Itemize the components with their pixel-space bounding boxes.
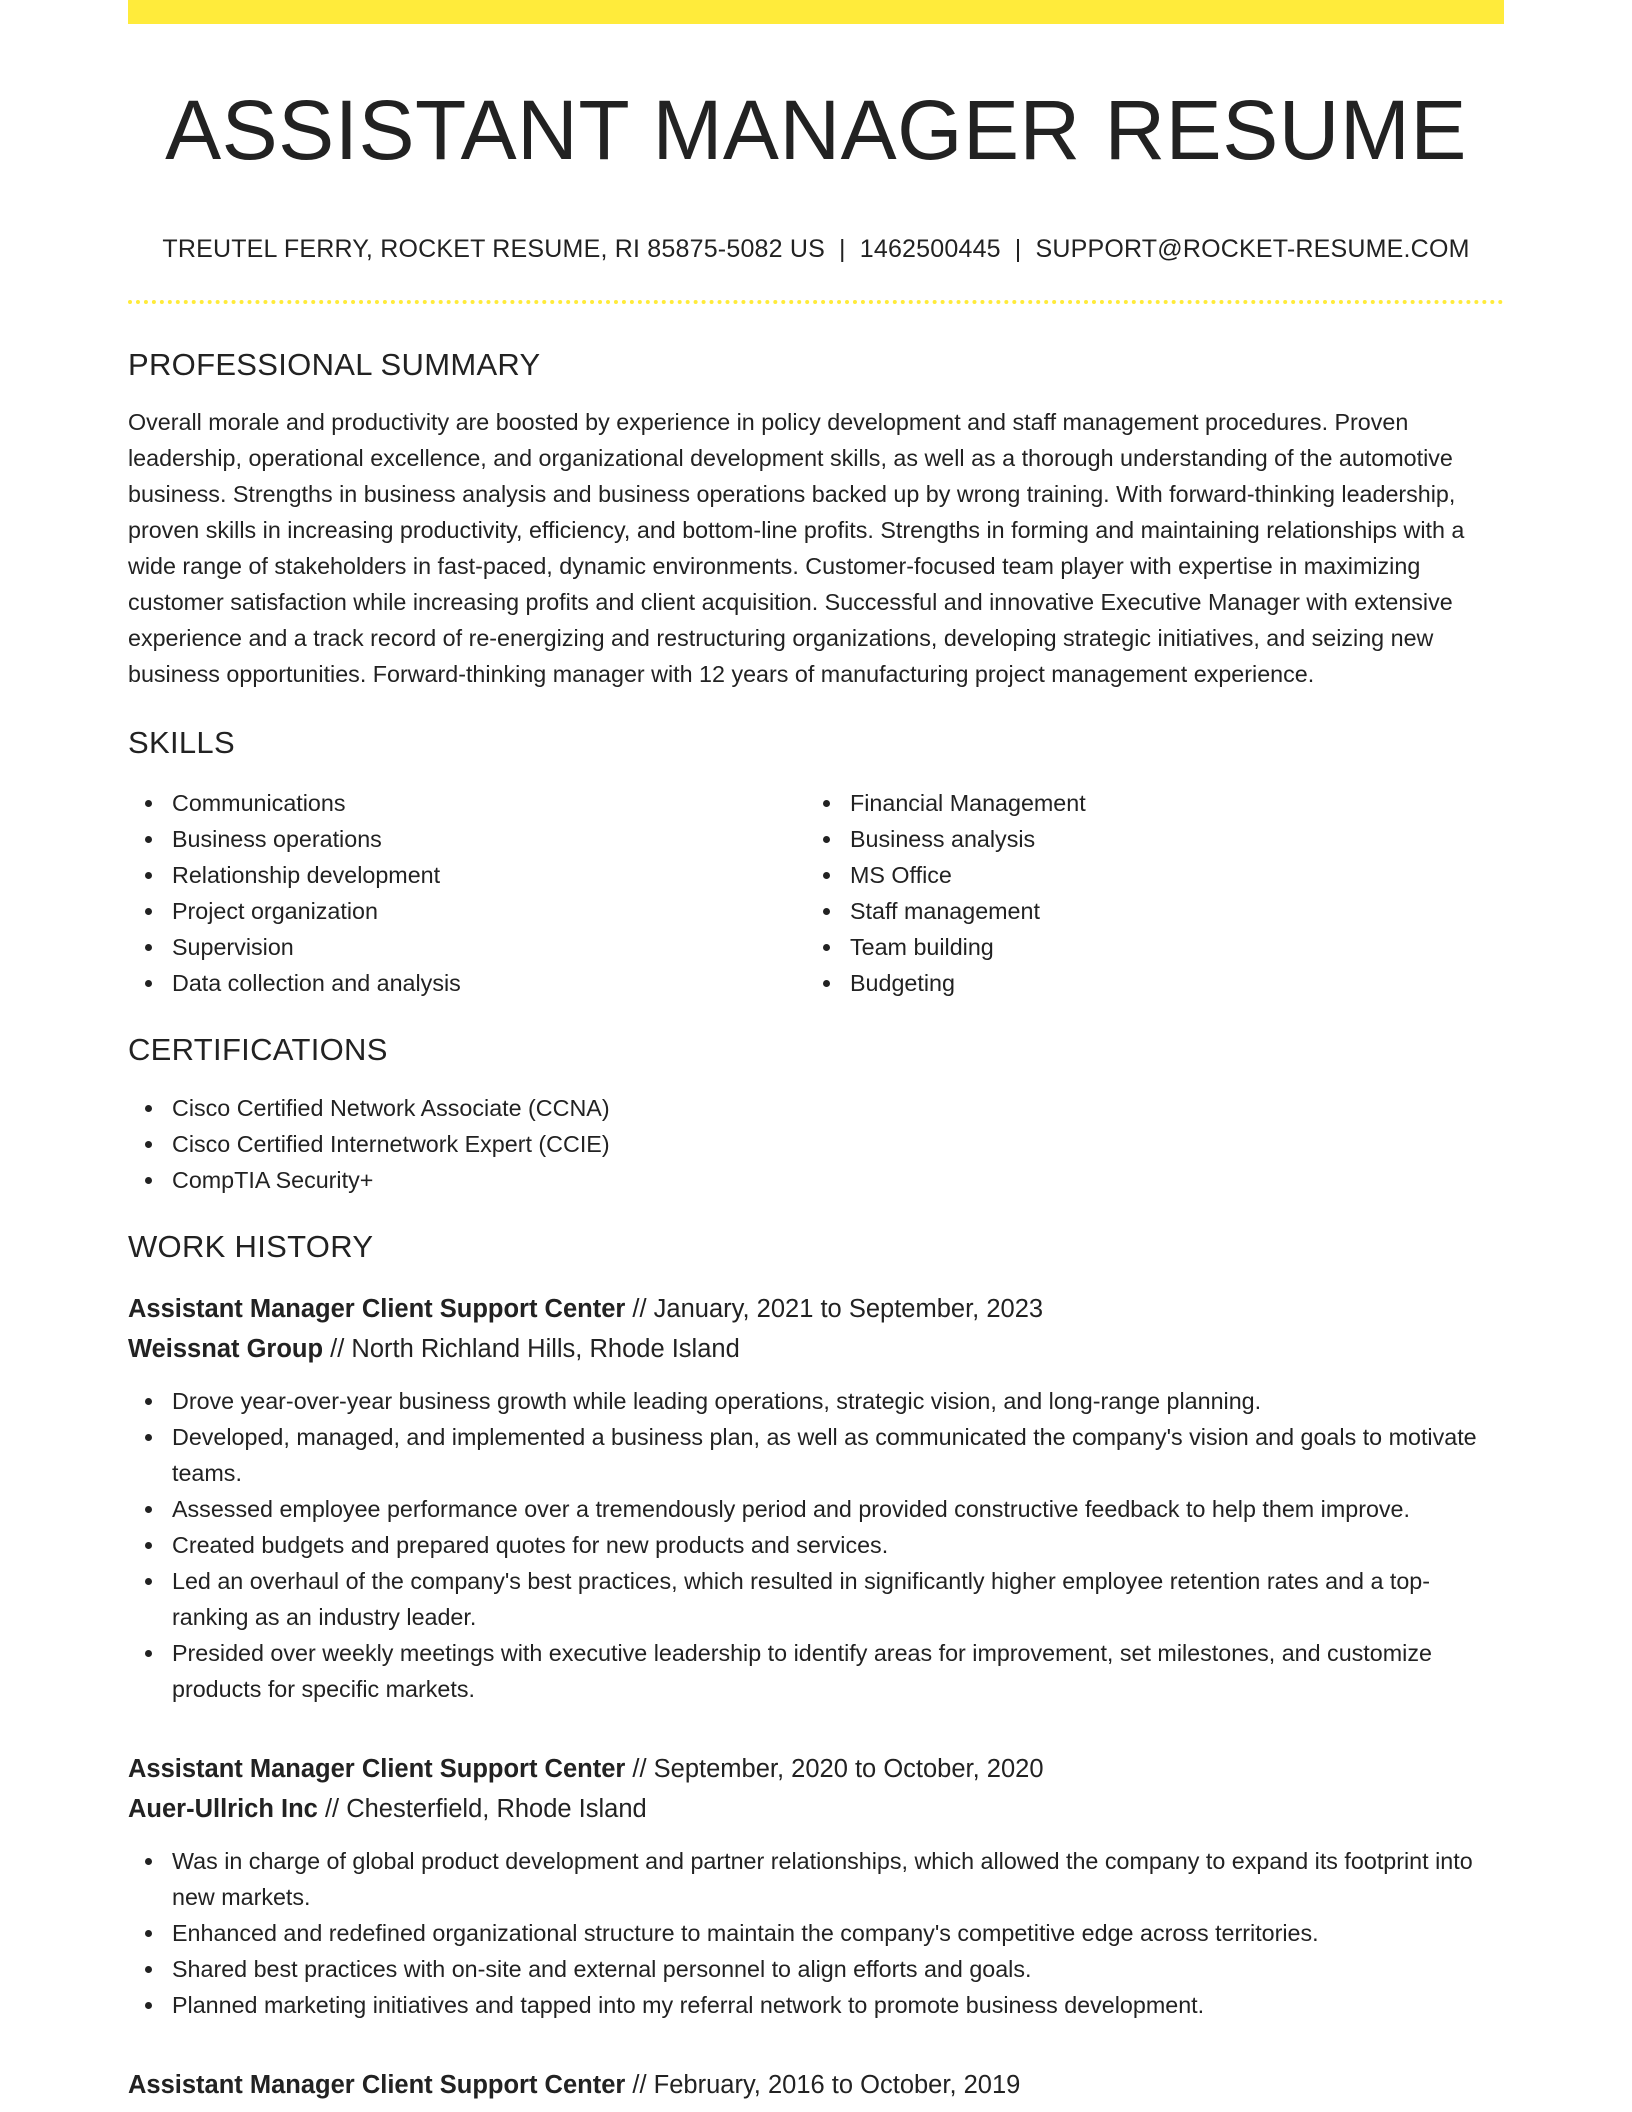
skill-item: Business operations xyxy=(128,821,806,857)
job-bullet: Was in charge of global product development and partner relationships, which allowed the company to expand its footprint into new markets. xyxy=(128,1843,1504,1915)
job-position: Assistant Manager Client Support Center xyxy=(128,1755,626,1784)
certification-item: Cisco Certified Network Associate (CCNA) xyxy=(128,1090,1504,1126)
job-location: // North Richland Hills, Rhode Island xyxy=(323,1335,740,1364)
job-bullet: Assessed employee performance over a tremendously period and provided constructive feedback to help them improve. xyxy=(128,1491,1504,1527)
job-bullet: Drove year-over-year business growth while leading operations, strategic vision, and long-range planning. xyxy=(128,1383,1504,1419)
skill-item: Staff management xyxy=(806,893,1484,929)
job-bullet: Presided over weekly meetings with executive leadership to identify areas for improvement, set milestones, and customize products for specific markets. xyxy=(128,1635,1504,1707)
job-dates: // September, 2020 to October, 2020 xyxy=(625,1755,1044,1784)
skill-item: Supervision xyxy=(128,929,806,965)
contact-phone: 1462500445 xyxy=(859,235,1001,264)
job-title-line xyxy=(128,1749,1504,1789)
skill-item: MS Office xyxy=(806,857,1484,893)
certifications-heading: CERTIFICATIONS xyxy=(128,1031,388,1067)
skills-columns xyxy=(128,785,1504,1001)
skills-right-list xyxy=(806,785,1484,1001)
skill-item: Budgeting xyxy=(806,965,1484,1001)
certification-item: Cisco Certified Internetwork Expert (CCIE) xyxy=(128,1126,1504,1162)
contact-separator: | xyxy=(1014,235,1022,264)
certifications-list xyxy=(128,1090,1504,1198)
job-bullet: Enhanced and redefined organizational structure to maintain the company's competitive edge across territories. xyxy=(128,1915,1504,1951)
contact-email[interactable]: SUPPORT@ROCKET-RESUME.COM xyxy=(1035,235,1470,264)
job-dates: // February, 2016 to October, 2019 xyxy=(625,2071,1021,2100)
job-bullets xyxy=(128,1843,1504,2023)
skills-heading: SKILLS xyxy=(128,724,235,760)
job-company: Weissnat Group xyxy=(128,1335,324,1364)
summary-heading: PROFESSIONAL SUMMARY xyxy=(128,347,541,383)
accent-top-bar xyxy=(128,0,1504,24)
skills-left-list xyxy=(128,785,806,1001)
job-bullets xyxy=(128,1383,1504,1707)
skill-item: Team building xyxy=(806,929,1484,965)
certification-item: CompTIA Security+ xyxy=(128,1162,1504,1198)
contact-address: TREUTEL FERRY, ROCKET RESUME, RI 85875-5082 US xyxy=(162,235,826,264)
resume-page xyxy=(128,0,1504,2105)
skill-item: Business analysis xyxy=(806,821,1484,857)
job-title-line xyxy=(128,2065,1504,2105)
summary-text: Overall morale and productivity are boosted by experience in policy development and staff management procedures. Proven leadership, operational excellence, and organizational development skills, as well as a thorough understanding of the automotive business. Strengths in business analysis and business operations backed up by wrong training. With forward-thinking leadership, proven skills in increasing productivity, efficiency, and bottom-line profits. Strengths in forming and maintaining relationships with a wide range of stakeholders in fast-paced, dynamic environments. Customer-focused team player with expertise in maximizing customer satisfaction while increasing profits and client acquisition. Successful and innovative Executive Manager with extensive experience and a track record of re-energizing and restructuring organizations, developing strategic initiatives, and seizing new business opportunities. Forward-thinking manager with 12 years of manufacturing project management experience. xyxy=(128,408,1465,687)
job-company-line xyxy=(128,1329,1504,1369)
dotted-divider xyxy=(128,300,1504,304)
resume-title: ASSISTANT MANAGER RESUME xyxy=(165,83,1467,177)
job-bullet: Developed, managed, and implemented a business plan, as well as communicated the company's vision and goals to motivate teams. xyxy=(128,1419,1504,1491)
work-history-heading: WORK HISTORY xyxy=(128,1228,374,1264)
job-bullet: Led an overhaul of the company's best practices, which resulted in significantly higher employee retention rates and a top-ranking as an industry leader. xyxy=(128,1563,1504,1635)
job-position: Assistant Manager Client Support Center xyxy=(128,1295,626,1324)
job-entry xyxy=(128,1749,1504,2023)
contact-line xyxy=(128,234,1504,264)
job-company-line xyxy=(128,1789,1504,1829)
job-bullet: Planned marketing initiatives and tapped into my referral network to promote business development. xyxy=(128,1987,1504,2023)
job-entry xyxy=(128,2065,1504,2105)
skill-item: Relationship development xyxy=(128,857,806,893)
job-company: Auer-Ullrich Inc xyxy=(128,1795,318,1824)
job-bullet: Shared best practices with on-site and external personnel to align efforts and goals. xyxy=(128,1951,1504,1987)
job-bullet: Created budgets and prepared quotes for new products and services. xyxy=(128,1527,1504,1563)
job-title-line xyxy=(128,1289,1504,1329)
skill-item: Financial Management xyxy=(806,785,1484,821)
skill-item: Project organization xyxy=(128,893,806,929)
skill-item: Communications xyxy=(128,785,806,821)
job-position: Assistant Manager Client Support Center xyxy=(128,2071,626,2100)
job-location: // Chesterfield, Rhode Island xyxy=(317,1795,647,1824)
contact-separator: | xyxy=(839,235,846,264)
job-dates: // January, 2021 to September, 2023 xyxy=(625,1295,1044,1324)
job-entry xyxy=(128,1289,1504,1707)
skill-item: Data collection and analysis xyxy=(128,965,806,1001)
